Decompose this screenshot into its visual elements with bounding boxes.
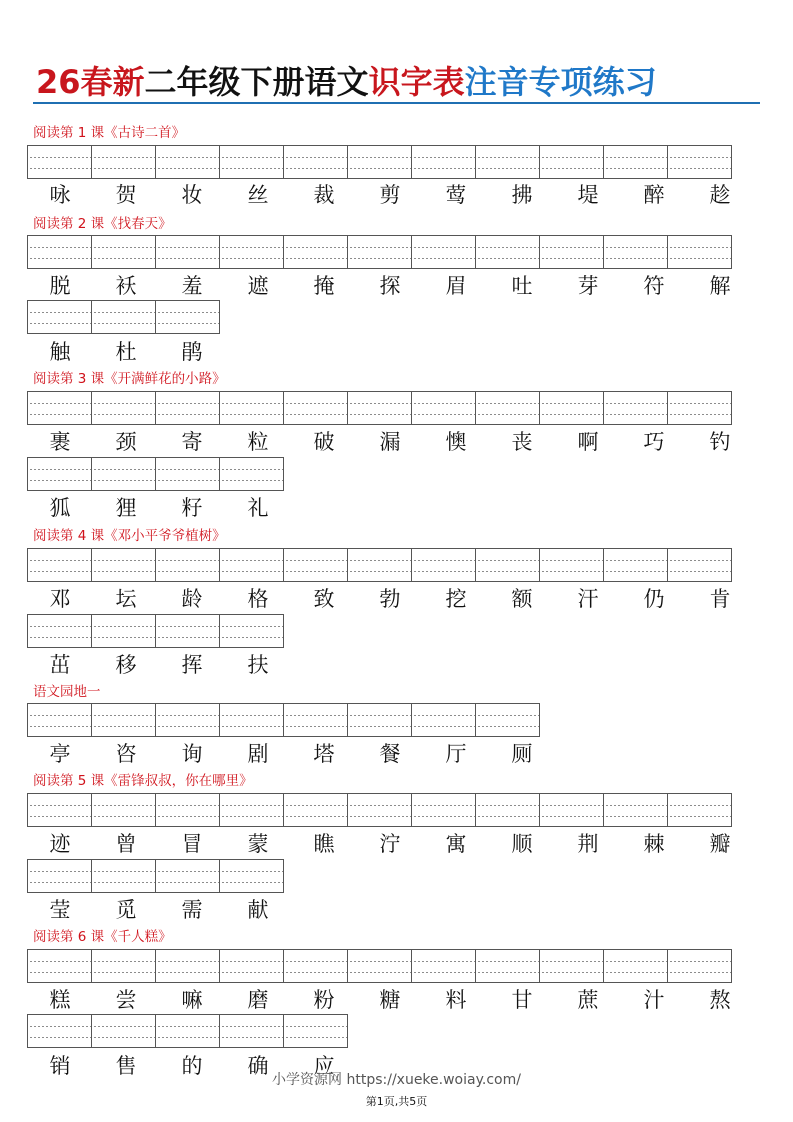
hanzi-character: 裁 [313,183,335,207]
pinyin-writing-box[interactable] [27,235,92,269]
pinyin-writing-box[interactable] [219,703,284,737]
title-part-course: 二年级下册语文 [144,63,369,101]
pinyin-writing-box[interactable] [91,235,156,269]
pinyin-writing-box[interactable] [219,859,284,893]
pinyin-writing-box[interactable] [283,548,348,582]
pinyin-writing-box[interactable] [219,145,284,179]
hanzi-character: 破 [313,430,335,454]
pinyin-writing-box[interactable] [155,614,220,648]
hanzi-character: 献 [247,898,269,922]
hanzi-character: 甘 [511,988,533,1012]
hanzi-character: 的 [181,1054,203,1078]
hanzi-character: 仍 [643,587,665,611]
lesson-heading: 语文园地一 [33,684,101,700]
hanzi-character: 磨 [247,988,269,1012]
hanzi-character: 应 [313,1054,335,1078]
hanzi-character: 坛 [115,587,137,611]
footer-page-number: 第1页,共5页 [365,1095,428,1108]
hanzi-character: 吐 [511,274,533,298]
pinyin-writing-box[interactable] [219,391,284,425]
pinyin-writing-box[interactable] [27,391,92,425]
pinyin-writing-box[interactable] [411,548,476,582]
hanzi-character: 询 [181,742,203,766]
title-underline [33,102,760,104]
hanzi-character: 狐 [49,496,71,520]
hanzi-character: 挖 [445,587,467,611]
pinyin-writing-box[interactable] [155,949,220,983]
pinyin-writing-box[interactable] [667,949,732,983]
pinyin-writing-box[interactable] [219,457,284,491]
hanzi-character: 羞 [181,274,203,298]
hanzi-character: 寓 [445,832,467,856]
hanzi-character: 礼 [247,496,269,520]
pinyin-grid-row [27,548,731,582]
hanzi-character: 脱 [49,274,71,298]
hanzi-character: 餐 [379,742,401,766]
pinyin-writing-box[interactable] [155,300,220,334]
hanzi-character: 丧 [511,430,533,454]
hanzi-character: 料 [445,988,467,1012]
pinyin-writing-box[interactable] [91,391,156,425]
pinyin-writing-box[interactable] [667,235,732,269]
pinyin-writing-box[interactable] [27,145,92,179]
hanzi-character: 厅 [445,742,467,766]
hanzi-character: 汗 [577,587,599,611]
pinyin-writing-box[interactable] [475,793,540,827]
pinyin-writing-box[interactable] [219,614,284,648]
hanzi-character: 咏 [49,183,71,207]
hanzi-character: 鹃 [181,340,203,364]
hanzi-character: 额 [511,587,533,611]
hanzi-character: 蒙 [247,832,269,856]
pinyin-writing-box[interactable] [411,391,476,425]
pinyin-writing-box[interactable] [155,793,220,827]
hanzi-character: 熬 [709,988,731,1012]
pinyin-writing-box[interactable] [539,145,604,179]
pinyin-writing-box[interactable] [27,457,92,491]
character-row [27,272,753,300]
pinyin-writing-box[interactable] [27,859,92,893]
hanzi-character: 棘 [643,832,665,856]
pinyin-writing-box[interactable] [91,457,156,491]
hanzi-character: 龄 [181,587,203,611]
hanzi-character: 杜 [115,340,137,364]
pinyin-grid-row [27,703,539,737]
pinyin-writing-box[interactable] [219,1014,284,1048]
hanzi-character: 堤 [577,183,599,207]
pinyin-grid-row [27,949,731,983]
pinyin-writing-box[interactable] [91,548,156,582]
lesson-heading: 阅读第 1 课《古诗二首》 [33,125,186,141]
pinyin-grid-row [27,391,731,425]
hanzi-character: 觅 [115,898,137,922]
pinyin-writing-box[interactable] [603,793,668,827]
pinyin-writing-box[interactable] [283,949,348,983]
hanzi-character: 瓣 [709,832,731,856]
hanzi-character: 格 [247,587,269,611]
hanzi-character: 迹 [49,832,71,856]
pinyin-writing-box[interactable] [155,703,220,737]
hanzi-character: 妆 [181,183,203,207]
hanzi-character: 籽 [181,496,203,520]
pinyin-writing-box[interactable] [603,548,668,582]
pinyin-writing-box[interactable] [539,949,604,983]
pinyin-writing-box[interactable] [27,1014,92,1048]
hanzi-character: 趁 [709,183,731,207]
pinyin-writing-box[interactable] [475,145,540,179]
pinyin-grid-row [27,300,219,334]
hanzi-character: 瞧 [313,832,335,856]
hanzi-character: 尝 [115,988,137,1012]
pinyin-writing-box[interactable] [603,391,668,425]
pinyin-writing-box[interactable] [91,793,156,827]
hanzi-character: 懊 [445,430,467,454]
pinyin-writing-box[interactable] [347,145,412,179]
pinyin-writing-box[interactable] [283,793,348,827]
pinyin-writing-box[interactable] [411,703,476,737]
hanzi-character: 汁 [643,988,665,1012]
hanzi-character: 茁 [49,653,71,677]
hanzi-character: 莹 [49,898,71,922]
hanzi-character: 漏 [379,430,401,454]
hanzi-character: 剧 [247,742,269,766]
hanzi-character: 触 [49,340,71,364]
hanzi-character: 丝 [247,183,269,207]
title-part-table: 识字表 [368,63,465,101]
pinyin-grid-row [27,145,731,179]
hanzi-character: 糖 [379,988,401,1012]
pinyin-writing-box[interactable] [27,703,92,737]
character-row [27,986,753,1014]
lesson-heading: 阅读第 6 课《千人糕》 [33,929,172,945]
character-row [27,830,753,858]
hanzi-character: 冒 [181,832,203,856]
hanzi-character: 移 [115,653,137,677]
hanzi-character: 嘛 [181,988,203,1012]
pinyin-writing-box[interactable] [155,145,220,179]
hanzi-character: 贺 [115,183,137,207]
hanzi-character: 莺 [445,183,467,207]
pinyin-writing-box[interactable] [91,1014,156,1048]
pinyin-grid-row [27,457,283,491]
pinyin-writing-box[interactable] [411,949,476,983]
pinyin-writing-box[interactable] [603,949,668,983]
hanzi-character: 亭 [49,742,71,766]
pinyin-writing-box[interactable] [539,235,604,269]
hanzi-character: 肯 [709,587,731,611]
hanzi-character: 挥 [181,653,203,677]
pinyin-writing-box[interactable] [667,145,732,179]
pinyin-writing-box[interactable] [219,793,284,827]
hanzi-character: 醉 [643,183,665,207]
pinyin-writing-box[interactable] [347,391,412,425]
pinyin-writing-box[interactable] [219,548,284,582]
character-row [27,896,291,924]
hanzi-character: 钓 [709,430,731,454]
pinyin-writing-box[interactable] [411,145,476,179]
character-row [27,338,225,366]
pinyin-writing-box[interactable] [347,793,412,827]
hanzi-character: 蔗 [577,988,599,1012]
hanzi-character: 致 [313,587,335,611]
hanzi-character: 巧 [643,430,665,454]
pinyin-writing-box[interactable] [91,300,156,334]
pinyin-writing-box[interactable] [27,793,92,827]
pinyin-grid-row [27,614,283,648]
page-title [36,60,657,104]
hanzi-character: 咨 [115,742,137,766]
lesson-heading: 阅读第 3 课《开满鲜花的小路》 [33,371,226,387]
pinyin-writing-box[interactable] [411,793,476,827]
hanzi-character: 泞 [379,832,401,856]
hanzi-character: 符 [643,274,665,298]
pinyin-writing-box[interactable] [475,703,540,737]
pinyin-writing-box[interactable] [347,548,412,582]
pinyin-writing-box[interactable] [91,703,156,737]
character-row [27,181,753,209]
character-row [27,428,753,456]
pinyin-writing-box[interactable] [155,859,220,893]
hanzi-character: 剪 [379,183,401,207]
pinyin-writing-box[interactable] [475,949,540,983]
hanzi-character: 颈 [115,430,137,454]
hanzi-character: 勃 [379,587,401,611]
pinyin-writing-box[interactable] [283,1014,348,1048]
pinyin-writing-box[interactable] [91,614,156,648]
lesson-heading: 阅读第 2 课《找春天》 [33,216,172,232]
hanzi-character: 销 [49,1054,71,1078]
hanzi-character: 荆 [577,832,599,856]
pinyin-writing-box[interactable] [219,949,284,983]
hanzi-character: 顺 [511,832,533,856]
hanzi-character: 解 [709,274,731,298]
character-row [27,585,753,613]
pinyin-writing-box[interactable] [283,391,348,425]
hanzi-character: 粒 [247,430,269,454]
pinyin-writing-box[interactable] [347,703,412,737]
hanzi-character: 探 [379,274,401,298]
pinyin-writing-box[interactable] [667,548,732,582]
lesson-heading: 阅读第 5 课《雷锋叔叔，你在哪里》 [33,773,253,789]
pinyin-grid-row [27,859,283,893]
character-row [27,651,291,679]
pinyin-writing-box[interactable] [603,145,668,179]
pinyin-writing-box[interactable] [539,793,604,827]
hanzi-character: 邓 [49,587,71,611]
hanzi-character: 确 [247,1054,269,1078]
pinyin-writing-box[interactable] [475,548,540,582]
hanzi-character: 掩 [313,274,335,298]
pinyin-writing-box[interactable] [155,235,220,269]
pinyin-grid-row [27,1014,347,1048]
hanzi-character: 塔 [313,742,335,766]
pinyin-writing-box[interactable] [91,949,156,983]
pinyin-grid-row [27,235,731,269]
pinyin-writing-box[interactable] [283,703,348,737]
pinyin-writing-box[interactable] [603,235,668,269]
hanzi-character: 袄 [115,274,137,298]
hanzi-character: 眉 [445,274,467,298]
pinyin-writing-box[interactable] [155,1014,220,1048]
pinyin-writing-box[interactable] [283,235,348,269]
title-part-exercise: 注音专项练习 [464,63,657,101]
hanzi-character: 遮 [247,274,269,298]
pinyin-writing-box[interactable] [347,235,412,269]
hanzi-character: 需 [181,898,203,922]
hanzi-character: 糕 [49,988,71,1012]
pinyin-writing-box[interactable] [155,548,220,582]
title-part-grade-tag: 26春新 [36,63,145,101]
hanzi-character: 扶 [247,653,269,677]
pinyin-writing-box[interactable] [283,145,348,179]
pinyin-writing-box[interactable] [539,391,604,425]
lesson-heading: 阅读第 4 课《邓小平爷爷植树》 [33,528,226,544]
hanzi-character: 芽 [577,274,599,298]
footer-site: 小学资源网 https://xueke.woiay.com/ [272,1072,521,1088]
pinyin-writing-box[interactable] [91,859,156,893]
pinyin-writing-box[interactable] [475,391,540,425]
pinyin-writing-box[interactable] [411,235,476,269]
pinyin-writing-box[interactable] [155,457,220,491]
hanzi-character: 曾 [115,832,137,856]
pinyin-writing-box[interactable] [27,949,92,983]
pinyin-writing-box[interactable] [27,548,92,582]
pinyin-writing-box[interactable] [347,949,412,983]
hanzi-character: 狸 [115,496,137,520]
hanzi-character: 裹 [49,430,71,454]
pinyin-writing-box[interactable] [155,391,220,425]
pinyin-writing-box[interactable] [27,614,92,648]
pinyin-writing-box[interactable] [219,235,284,269]
hanzi-character: 拂 [511,183,533,207]
hanzi-character: 啊 [577,430,599,454]
hanzi-character: 寄 [181,430,203,454]
hanzi-character: 厕 [511,742,533,766]
pinyin-writing-box[interactable] [539,548,604,582]
character-row [27,740,555,768]
pinyin-writing-box[interactable] [667,391,732,425]
hanzi-character: 售 [115,1054,137,1078]
pinyin-writing-box[interactable] [475,235,540,269]
pinyin-writing-box[interactable] [27,300,92,334]
hanzi-character: 粉 [313,988,335,1012]
pinyin-writing-box[interactable] [667,793,732,827]
pinyin-writing-box[interactable] [91,145,156,179]
character-row [27,494,291,522]
pinyin-grid-row [27,793,731,827]
